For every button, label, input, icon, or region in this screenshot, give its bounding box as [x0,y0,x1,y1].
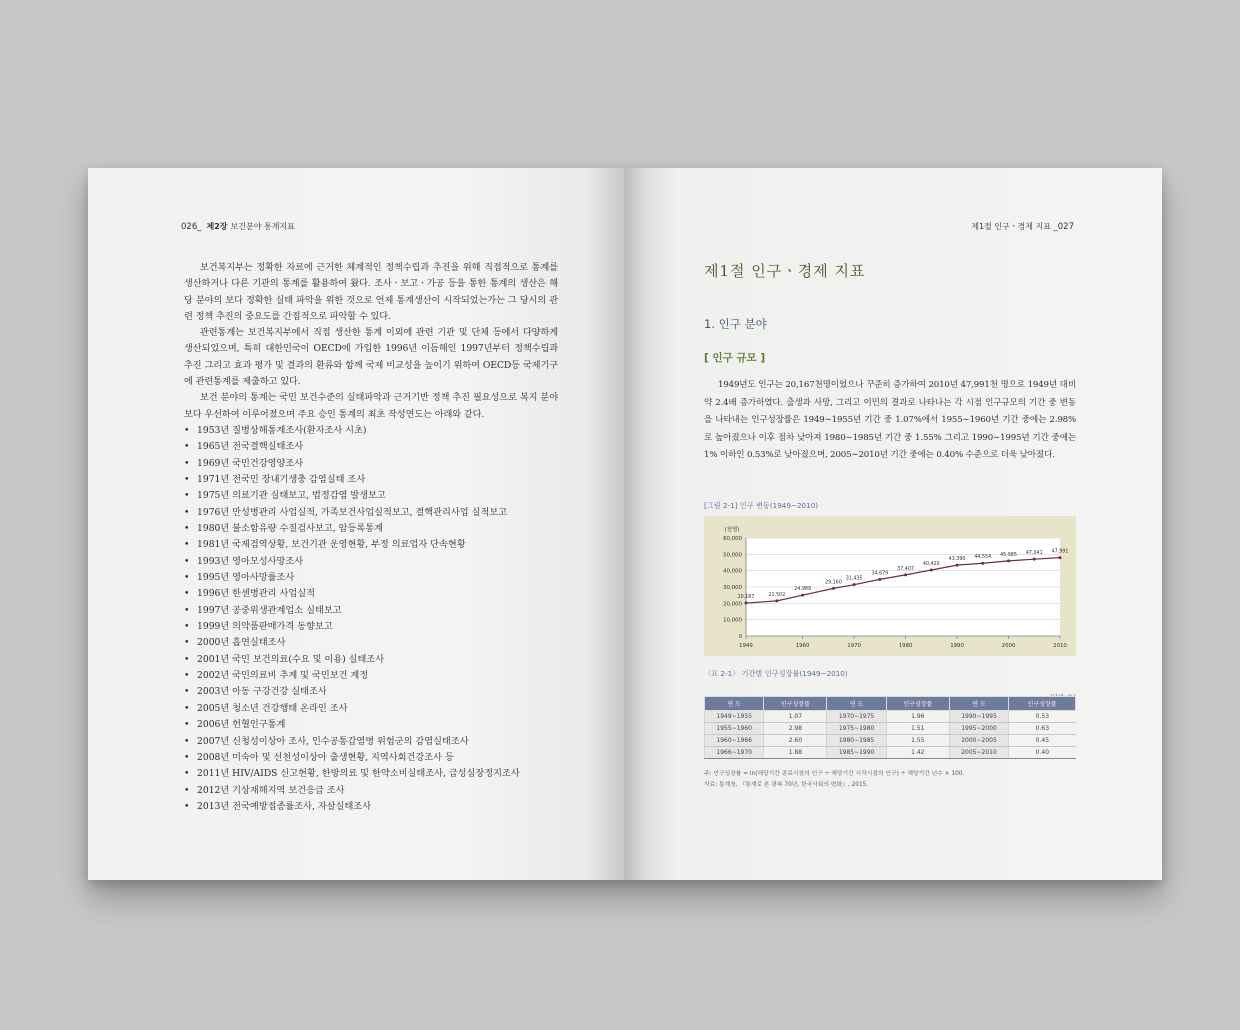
table-note: 주: 인구성장률 = ln(해당기간 종료시점의 인구 ÷ 해당기간 시작시점의 인구) ÷ 해당기간 년수 × 100. [704,771,965,777]
list-item-text: 1999년 의약품판매가격 동향보고 [197,621,333,633]
rate-cell: 1.96 [886,711,949,723]
bullet-icon: • [184,457,190,469]
bullet-icon: • [184,424,190,436]
bullet-icon: • [184,572,190,584]
figure-caption-wrap [704,501,1076,511]
table-header-row [705,697,1076,711]
data-label: 45,985 [1000,552,1017,558]
x-tick-label: 2000 [1001,643,1016,649]
list-item [184,554,558,570]
list-item [184,750,558,766]
column-header: 인구성장률 [1009,697,1076,711]
table-row [705,711,1076,723]
table-caption-wrap [704,669,1076,679]
table-wrap [704,696,1076,759]
bullet-icon: • [184,539,190,551]
data-point [745,602,748,605]
data-point [930,568,933,571]
data-label: 20,167 [737,595,755,601]
table-row [705,723,1076,735]
bullet-icon: • [184,784,190,796]
period-cell: 2000∼2005 [949,735,1008,747]
list-item-text: 1981년 국제검역상황, 보건기관 운영현황, 부정 의료업자 단속현황 [197,539,466,551]
section-title: 제1절 인구ㆍ경제 지표 [704,262,866,280]
data-point [1059,556,1062,559]
rate-cell: 1.07 [764,711,827,723]
period-cell: 2005∼2010 [949,747,1008,759]
bullet-icon: • [184,621,190,633]
table-row [705,747,1076,759]
list-item-text: 2013년 전국예방접종률조사, 자살실태조사 [197,800,372,812]
rate-cell: 1.55 [886,735,949,747]
open-book [88,168,1162,880]
y-tick-label: 0 [738,634,742,640]
list-item-text: 2001년 국민 보건의료(수요 및 이용) 실태조사 [197,653,385,665]
list-item [184,635,558,651]
subsection-wrap [704,316,1076,332]
section-running-title: 제1절 인구ㆍ경제 지표 [971,222,1051,231]
notes-wrap [704,769,1076,791]
bullet-icon: • [184,653,190,665]
bullet-icon: • [184,474,190,485]
rate-cell: 1.88 [764,747,827,759]
data-label: 31,435 [845,576,863,582]
list-item-text: 2006년 헌혈인구통계 [197,719,286,731]
list-item [184,783,558,799]
period-cell: 1995∼2000 [949,723,1008,735]
bullet-icon: • [184,768,190,780]
list-item [184,717,558,733]
data-point [853,583,856,586]
list-item [184,668,558,684]
bullet-icon: • [184,686,190,698]
list-item-text: 1965년 전국결핵실태조사 [197,441,304,453]
list-item-text: 2002년 국민의료비 추계 및 국민보건 계정 [197,670,369,682]
paragraph: 1949년도 인구는 20,167천명이었으나 꾸준히 증가하여 2010년 47,991천 명으로 1949년 대비 약 2.4배 증가하였다. 출생과 사망, 그리고 이민의 결과로 나타나는 각 시점 인구규모의 기간 중 변동을 나타내는 인구성장률은 1949∼1955년 기간 중 1.07%에서 1955∼1960년 기간 중에는 2.98%로 높아졌으나 이후 점차 낮아져 1980∼1985년 기간 중 1.55% 그리고 1990∼1995년 기간 중에는 1% 이하인 0.53%로 낮아졌으며, 2005∼2010년 기간 중에는 0.40% 수준으로 더욱 낮아졌다. [704,380,1076,461]
bullet-icon: • [184,719,190,731]
bullet-icon: • [184,506,190,518]
period-cell: 1980∼1985 [827,735,886,747]
data-point [1007,559,1010,562]
list-item [184,537,558,553]
rate-cell: 0.40 [1009,747,1076,759]
x-tick-label: 1949 [739,643,753,649]
y-tick-label: 50,000 [723,552,742,559]
rate-cell: 0.63 [1009,723,1076,735]
list-item-text: 2011년 HIV/AIDS 신고현황, 한방의료 및 한약소비실태조사, 급성심장정지조사 [197,768,520,780]
rate-cell: 0.45 [1009,735,1076,747]
bullet-icon: • [184,735,190,747]
y-tick-label: 20,000 [723,601,742,608]
list-item-text: 1975년 의료기관 실태보고, 법정감염 발생보고 [197,490,386,502]
list-item [184,570,558,586]
data-label: 43,390 [948,557,966,563]
period-cell: 1975∼1980 [827,723,886,735]
list-item-text: 1997년 공중위생관계업소 실태보고 [197,604,342,616]
data-point [981,562,984,565]
list-item [184,521,558,537]
column-header: 연 도 [949,697,1008,711]
left-page-number: 026_ [181,222,202,232]
list-item [184,586,558,602]
paragraph: 보건복지부는 정확한 자료에 근거한 체계적인 정책수립과 추진을 위해 직접적으로 통계를 생산하거나 다른 기관의 통계를 활용하여 왔다. 조사ㆍ보고ㆍ가공 등을 통한 통계의 생산은 해당 분야의 보다 정확한 실태 파악을 위한 것으로 언제 통계생산이 시작되었는가는 그 당시의 관련 정책 추진의 중요도를 간접적으로 파악할 수 있다. [184,262,558,322]
list-item [184,439,558,455]
x-tick-label: 1980 [898,643,913,649]
data-point [801,594,804,597]
chapter-title: 보건분야 통계지표 [230,222,295,231]
data-point [832,587,835,590]
x-tick-label: 1970 [847,643,861,649]
table-row [705,735,1076,747]
bullet-icon: • [184,604,190,616]
list-item-text: 1980년 불소함유량 수질검사보고, 암등록통계 [197,523,383,535]
rate-cell: 1.51 [886,723,949,735]
period-cell: 1990∼1995 [949,711,1008,723]
period-cell: 1985∼1990 [827,747,886,759]
list-item-text: 2007년 신청성이상아 조사, 인수공통감염병 위험군의 감염실태조사 [197,735,469,747]
rate-cell: 2.60 [764,735,827,747]
x-tick-label: 1990 [950,643,964,649]
bullet-icon: • [184,555,190,567]
x-tick-label: 2010 [1053,643,1067,649]
bullet-icon: • [184,523,190,535]
list-item-text: 2008년 미숙아 및 선천성이상아 출생현황, 지역사회건강조사 등 [197,751,454,763]
data-point [1033,558,1036,561]
statistics-year-list [184,423,558,815]
data-label: 44,554 [974,555,992,561]
list-item-text: 2000년 흡연실태조사 [197,637,286,649]
data-label: 37,407 [897,566,914,572]
data-label: 24,989 [794,587,812,593]
bullet-icon: • [184,800,190,812]
list-item-text: 1993년 영아모성사망조사 [197,555,304,567]
bullet-icon: • [184,702,190,714]
period-cell: 1970∼1975 [827,711,886,723]
column-header: 인구성장률 [764,697,827,711]
y-axis-label: (천명) [724,527,740,533]
list-item-text: 2012년 기상재해지역 보건응급 조사 [197,784,345,796]
list-item [184,472,558,488]
list-item-text: 1976년 만성병관리 사업실적, 가족보건사업실적보고, 결핵관리사업 실적보고 [197,506,508,518]
list-item-text: 1995년 영아사망률조사 [197,572,295,584]
growth-rate-table [704,696,1076,759]
list-item [184,701,558,717]
topic-tag: [ 인구 규모 ] [704,352,766,364]
table-caption: 〈표 2-1〉 기간별 인구성장률(1949∼2010) [704,669,848,678]
period-cell: 1955∼1960 [705,723,764,735]
left-running-head [181,221,295,232]
right-running-head [971,221,1074,232]
period-cell: 1949∼1955 [705,711,764,723]
chapter-label: 제2장 [206,222,228,231]
list-item-text: 1971년 전국민 장내기생충 감염실태 조사 [197,474,366,485]
y-tick-label: 60,000 [723,536,742,542]
list-item [184,766,558,782]
figure-caption: [그림 2-1] 인구 변동(1949∼2010) [704,501,819,510]
list-item [184,619,558,635]
data-label: 40,420 [922,561,940,567]
data-label: 47,991 [1051,549,1069,555]
rate-cell: 2.98 [764,723,827,735]
subsection-title: 1. 인구 분야 [704,317,767,331]
tag-wrap [704,350,1076,365]
right-page [624,168,1162,880]
column-header: 연 도 [827,697,886,711]
list-item-text: 1996년 한센병관리 사업실적 [197,588,315,600]
table-body [705,711,1076,759]
list-item [184,684,558,700]
data-label: 21,502 [768,592,786,598]
bullet-icon: • [184,588,190,600]
list-item-text: 1953년 질병상해통계조사(환자조사 시초) [197,424,367,436]
period-cell: 1960∼1966 [705,735,764,747]
list-item [184,488,558,504]
paragraph: 보건 분야의 통계는 국민 보건수준의 실태파악과 근거기반 정책 추진 필요성으로 복지 분야보다 우선하여 이루어졌으며 주요 승인 통계의 최초 작성연도는 아래와 같다. [184,392,558,420]
data-point [878,578,881,581]
list-item [184,799,558,815]
data-point [904,573,907,576]
bullet-icon: • [184,637,190,649]
y-tick-label: 30,000 [723,585,742,591]
bullet-icon: • [184,670,190,682]
section-title-wrap [704,260,1076,281]
y-tick-label: 40,000 [723,568,742,575]
left-body [184,260,558,815]
list-item [184,456,558,472]
bullet-icon: • [184,751,190,763]
y-tick-label: 10,000 [723,617,742,624]
period-cell: 1966∼1970 [705,747,764,759]
list-item-text: 2003년 아동 구강건강 실태조사 [197,686,327,698]
left-page [88,168,624,880]
chart-svg [704,516,1076,656]
data-label: 34,679 [871,571,889,577]
right-body [704,377,1076,465]
bullet-icon: • [184,441,190,453]
data-point [775,599,778,602]
population-chart [704,516,1076,656]
right-page-number: _027 [1053,222,1074,232]
list-item [184,734,558,750]
list-item-text: 1969년 국민건강영양조사 [197,457,304,469]
list-item [184,652,558,668]
list-item [184,423,558,439]
x-tick-label: 1960 [795,643,810,649]
list-item [184,603,558,619]
data-label: 29,160 [825,580,842,586]
rate-cell: 1.42 [886,747,949,759]
table-source: 자료: 통계청, 『통계로 본 광복 70년, 한국사회의 변화』, 2015. [704,782,869,788]
rate-cell: 0.53 [1009,711,1076,723]
data-point [956,564,959,567]
data-label: 47,041 [1025,551,1043,557]
column-header: 인구성장률 [886,697,949,711]
list-item-text: 2005년 청소년 건강행태 온라인 조사 [197,702,348,714]
bullet-icon: • [184,490,190,502]
column-header: 연 도 [705,697,764,711]
paragraph: 관련통계는 보건복지부에서 직접 생산한 통계 이외에 관련 기관 및 단체 등에서 다양하게 생산되었으며, 특히 대한민국이 OECD에 가입한 1996년 이듬해인 1997년부터 정책수립과 추진 그리고 효과 평가 및 결과의 환류와 함께 국제 비교성을 높이기 위하여 OECD등 국제기구에 관련통계를 제출하고 있다. [184,327,558,388]
list-item [184,505,558,521]
